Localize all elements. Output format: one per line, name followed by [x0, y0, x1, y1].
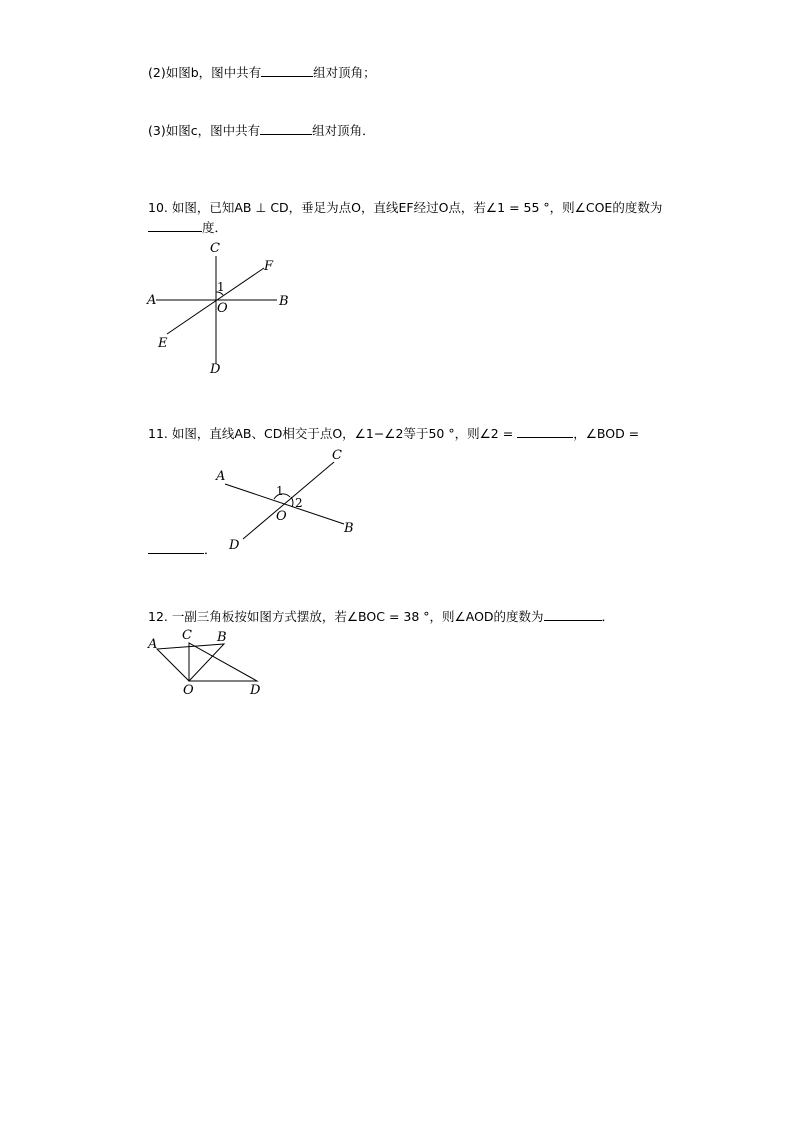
label-c: C: [210, 241, 220, 256]
label-angle-1: 1: [276, 484, 284, 498]
label-c: C: [332, 448, 342, 463]
question-10: [148, 200, 662, 216]
question-11-line-2: [148, 541, 217, 558]
label-c: C: [182, 628, 192, 643]
question-text: ．: [204, 542, 217, 557]
label-e: E: [158, 336, 168, 351]
label-a: A: [216, 469, 226, 484]
label-b: B: [279, 294, 289, 309]
label-angle-1: 1: [217, 280, 225, 294]
question-text: 组对顶角；: [313, 65, 376, 80]
label-f: F: [264, 259, 274, 274]
label-d: D: [250, 683, 261, 698]
label-o: O: [217, 301, 228, 316]
figure-q11: [210, 445, 370, 555]
label-b: B: [344, 521, 354, 536]
label-angle-2: 2: [295, 496, 303, 510]
question-12: [148, 608, 614, 625]
answer-blank[interactable]: [260, 122, 312, 135]
question-text: 10. 如图，已知AB ⊥ CD，垂足为点O，直线EF经过O点，若∠1 = 55 °，则∠COE的度数为: [148, 200, 663, 215]
question-text: ，∠BOD =: [573, 426, 640, 441]
line-cd: [243, 462, 334, 539]
question-10-line-2: [148, 219, 227, 236]
answer-blank-angle-2[interactable]: [517, 425, 573, 438]
question-11: [148, 425, 639, 442]
answer-blank[interactable]: [261, 64, 313, 77]
answer-blank[interactable]: [544, 608, 602, 621]
question-text: ．: [601, 609, 615, 624]
question-text: 12. 一副三角板按如图方式摆放，若∠BOC = 38 °，则∠AOD的度数为: [148, 609, 544, 624]
question-text: 组对顶角．: [312, 123, 375, 138]
label-a: A: [147, 293, 157, 308]
question-9-part-2: [148, 64, 376, 81]
figure-q10: [140, 238, 300, 378]
answer-blank-angle-bod[interactable]: [148, 541, 204, 554]
label-d: D: [210, 362, 221, 377]
question-9-part-3: [148, 122, 375, 139]
question-text: (3)如图c，图中共有: [148, 123, 261, 138]
label-o: O: [276, 509, 287, 524]
question-text: 11. 如图，直线AB、CD相交于点O，∠1−∠2等于50 °，则∠2 =: [148, 426, 514, 441]
label-b: B: [217, 630, 227, 645]
label-o: O: [183, 683, 194, 698]
triangle-aob: [157, 644, 224, 681]
figure-q12: [140, 626, 280, 701]
answer-blank[interactable]: [148, 219, 202, 232]
label-a: A: [148, 637, 158, 652]
label-d: D: [229, 538, 240, 553]
question-text: (2)如图b，图中共有: [148, 65, 262, 80]
triangle-cod: [189, 643, 257, 681]
question-text: 度．: [202, 220, 228, 235]
